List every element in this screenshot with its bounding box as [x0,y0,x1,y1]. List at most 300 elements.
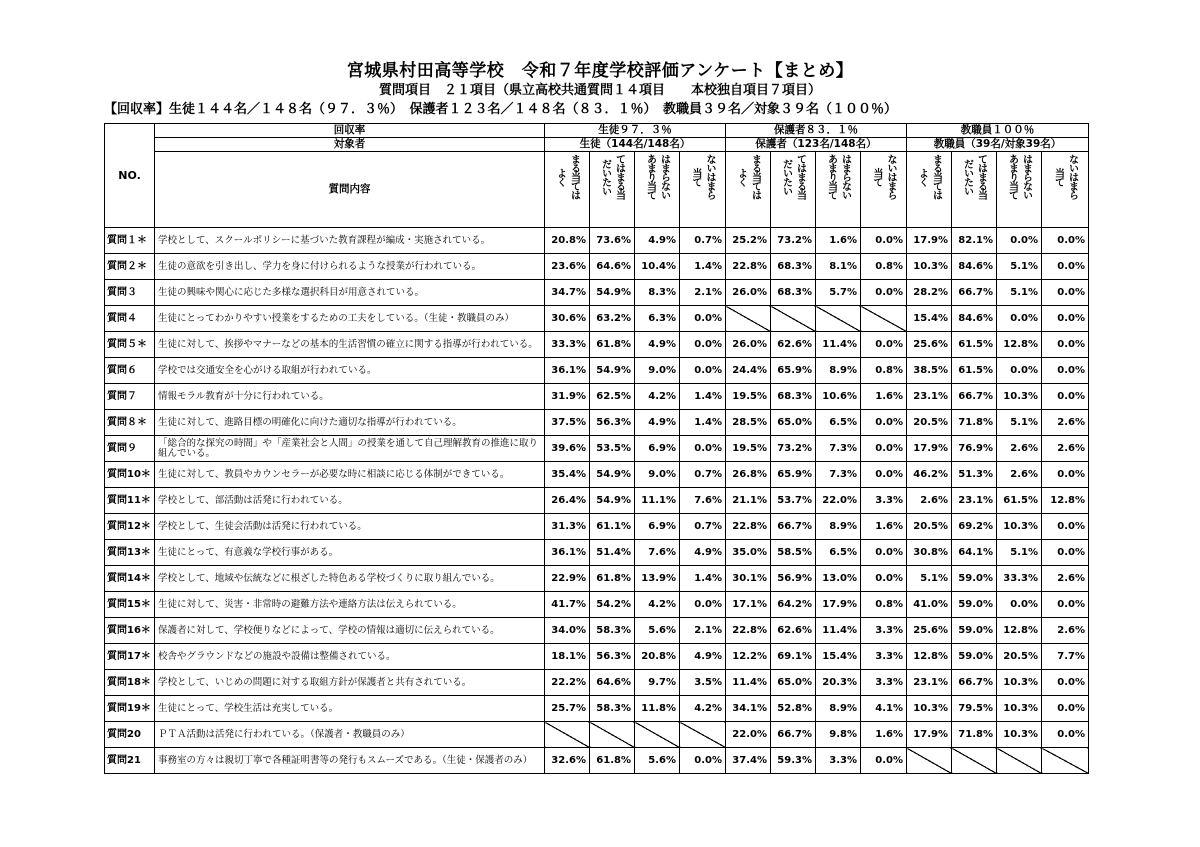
option-header [771,152,816,228]
percent-cell: 24.4% [726,358,771,384]
question-text: 学校として、部活動は活発に行われている。 [155,488,545,514]
percent-cell: 3.3% [861,670,907,696]
percent-cell: 26.4% [545,488,590,514]
percent-cell: 2.6% [907,488,952,514]
percent-cell: 64.1% [952,540,997,566]
percent-cell: 66.7% [771,514,816,540]
option-label-column: 当て [1052,167,1064,186]
percent-cell: 2.6% [997,462,1042,488]
question-number: 質問３ [105,280,155,306]
percent-cell: 35.4% [545,462,590,488]
percent-cell: 0.8% [861,592,907,618]
percent-cell: 6.9% [635,514,680,540]
percent-cell: 22.8% [726,254,771,280]
percent-cell: 0.0% [861,462,907,488]
percent-cell: 0.0% [1042,254,1089,280]
percent-cell: 20.5% [907,514,952,540]
percent-cell: 62.6% [771,332,816,358]
percent-cell: 9.7% [635,670,680,696]
not-applicable-cell [816,306,861,332]
table-row [105,436,1089,462]
table-row [105,514,1089,540]
option-label-column: だいたい [961,158,973,195]
percent-cell: 12.8% [997,332,1042,358]
question-number: 質問１＊ [105,228,155,254]
percent-cell: 11.1% [635,488,680,514]
question-number: 質問９ [105,436,155,462]
option-label-column: ないはまら [885,154,896,199]
percent-cell: 54.9% [590,280,635,306]
not-applicable-cell [680,722,726,748]
question-number: 質問17＊ [105,644,155,670]
percent-cell: 5.1% [997,280,1042,306]
percent-cell: 10.3% [907,254,952,280]
percent-cell: 4.2% [635,592,680,618]
table-row [105,332,1089,358]
question-text: 生徒に対して、進路目標の明確化に向けた適切な指導が行われている。 [155,410,545,436]
percent-cell: 25.2% [726,228,771,254]
percent-cell: 6.9% [635,436,680,462]
header-titles [0,60,1200,100]
percent-cell: 38.5% [907,358,952,384]
percent-cell: 66.7% [952,280,997,306]
percent-cell: 59.0% [952,566,997,592]
percent-cell: 0.8% [861,254,907,280]
group-target-parents: 保護者（123名/148名） [726,138,907,152]
not-applicable-cell [635,722,680,748]
percent-cell: 11.4% [816,332,861,358]
percent-cell: 69.1% [771,644,816,670]
percent-cell: 20.8% [635,644,680,670]
percent-cell: 31.3% [545,514,590,540]
question-number: 質問20 [105,722,155,748]
table-row [105,358,1089,384]
percent-cell: 34.7% [545,280,590,306]
option-label-column: はまらない [839,154,851,199]
option-label-column: 当て [871,167,882,186]
question-number: 質問21 [105,748,155,774]
percent-cell: 54.9% [590,358,635,384]
percent-cell: 0.0% [1042,696,1089,722]
percent-cell: 0.8% [861,358,907,384]
table-row [105,670,1089,696]
percent-cell: 65.0% [771,670,816,696]
percent-cell: 22.8% [726,514,771,540]
percent-cell: 61.8% [590,566,635,592]
percent-cell: 37.4% [726,748,771,774]
table-row [105,410,1089,436]
percent-cell: 17.9% [816,592,861,618]
option-label-column: まる当ては [749,154,761,199]
percent-cell: 1.6% [816,228,861,254]
not-applicable-cell [726,306,771,332]
option-header [726,152,771,228]
question-text: 学校として、地域や伝統などに根ざした特色ある学校づくりに取り組んでいる。 [155,566,545,592]
response-rate-summary: 【回収率】生徒１４４名／１４８名（９７．３％） 保護者１２３名／１４８名（８３．１％） 教職員３９名／対象３９名（１００％） [104,102,898,117]
table-row [105,566,1089,592]
percent-cell: 8.9% [816,358,861,384]
group-target-students: 生徒（144名/148名） [545,138,726,152]
percent-cell: 65.0% [771,410,816,436]
question-text: 学校として、スクールポリシーに基づいた教育課程が編成・実施されている。 [155,228,545,254]
percent-cell: 0.0% [861,748,907,774]
group-rate-staff: 教職員１００％ [907,124,1089,138]
percent-cell: 64.2% [771,592,816,618]
option-label-column: だいたい [599,158,611,195]
group-target-staff: 教職員（39名/対象39名） [907,138,1089,152]
option-label-column: てはまる当 [794,154,806,199]
question-number: 質問４ [105,306,155,332]
percent-cell: 17.1% [726,592,771,618]
percent-cell: 4.9% [635,410,680,436]
not-applicable-cell [997,748,1042,774]
percent-cell: 4.1% [861,696,907,722]
question-text: ＰＴＡ活動は活発に行われている。（保護者・教職員のみ） [155,722,545,748]
percent-cell: 0.0% [1042,722,1089,748]
percent-cell: 6.5% [816,410,861,436]
percent-cell: 1.6% [861,722,907,748]
question-number: 質問５＊ [105,332,155,358]
page-title: 宮城県村田高等学校 令和７年度学校評価アンケート【まとめ】 [346,61,854,81]
percent-cell: 4.9% [680,644,726,670]
percent-cell: 0.7% [680,228,726,254]
percent-cell: 54.9% [590,462,635,488]
percent-cell: 2.1% [680,280,726,306]
percent-cell: 7.7% [1042,644,1089,670]
percent-cell: 30.1% [726,566,771,592]
percent-cell: 23.1% [907,384,952,410]
percent-cell: 61.1% [590,514,635,540]
no-header: NO. [105,124,155,228]
percent-cell: 30.8% [907,540,952,566]
percent-cell: 20.5% [907,410,952,436]
percent-cell: 0.0% [1042,384,1089,410]
percent-cell: 3.3% [861,618,907,644]
option-label-column: よく [916,167,928,186]
percent-cell: 5.6% [635,618,680,644]
percent-cell: 52.8% [771,696,816,722]
percent-cell: 8.1% [816,254,861,280]
percent-cell: 4.9% [635,228,680,254]
percent-cell: 12.8% [997,618,1042,644]
percent-cell: 25.7% [545,696,590,722]
question-text: 生徒の意欲を引き出し、学力を身に付けられるような授業が行われている。 [155,254,545,280]
question-number: 質問18＊ [105,670,155,696]
percent-cell: 25.6% [907,618,952,644]
percent-cell: 20.5% [997,644,1042,670]
group-rate-students: 生徒９７．３％ [545,124,726,138]
not-applicable-cell [952,748,997,774]
percent-cell: 19.5% [726,384,771,410]
percent-cell: 2.6% [1042,436,1089,462]
percent-cell: 10.3% [997,384,1042,410]
not-applicable-cell [907,748,952,774]
percent-cell: 10.3% [997,514,1042,540]
percent-cell: 73.2% [771,228,816,254]
percent-cell: 62.6% [771,618,816,644]
percent-cell: 23.1% [952,488,997,514]
percent-cell: 0.0% [1042,514,1089,540]
percent-cell: 84.6% [952,306,997,332]
table-row [105,488,1089,514]
percent-cell: 58.3% [590,618,635,644]
table-row [105,280,1089,306]
percent-cell: 7.6% [635,540,680,566]
table-row [105,306,1089,332]
option-label-column: はまらない [658,154,670,199]
table-row [105,384,1089,410]
question-text: 生徒にとってわかりやすい授業をするための工夫をしている。（生徒・教職員のみ） [155,306,545,332]
table-row [105,618,1089,644]
question-text: 生徒に対して、教員やカウンセラーが必要な時に相談に応じる体制ができている。 [155,462,545,488]
option-label-column: 当て [690,167,701,186]
percent-cell: 73.2% [771,436,816,462]
percent-cell: 62.5% [590,384,635,410]
not-applicable-cell [545,722,590,748]
percent-cell: 0.0% [861,280,907,306]
question-number: 質問11＊ [105,488,155,514]
percent-cell: 59.3% [771,748,816,774]
percent-cell: 1.4% [680,254,726,280]
question-number: 質問６ [105,358,155,384]
percent-cell: 2.6% [1042,618,1089,644]
percent-cell: 26.0% [726,332,771,358]
question-text: 学校では交通安全を心がける取組が行われている。 [155,358,545,384]
question-number: 質問７ [105,384,155,410]
question-number: 質問13＊ [105,540,155,566]
percent-cell: 26.0% [726,280,771,306]
percent-cell: 0.0% [1042,462,1089,488]
percent-cell: 68.3% [771,280,816,306]
percent-cell: 68.3% [771,254,816,280]
option-label-column: だいたい [780,158,792,195]
not-applicable-cell [590,722,635,748]
percent-cell: 22.8% [726,618,771,644]
question-number: 質問14＊ [105,566,155,592]
percent-cell: 73.6% [590,228,635,254]
percent-cell: 0.0% [861,228,907,254]
percent-cell: 6.3% [635,306,680,332]
percent-cell: 5.1% [907,566,952,592]
percent-cell: 10.3% [907,696,952,722]
table-row [105,228,1089,254]
percent-cell: 61.8% [590,748,635,774]
percent-cell: 3.3% [861,488,907,514]
percent-cell: 56.3% [590,644,635,670]
option-label-column: あまり当て [644,154,656,199]
percent-cell: 65.9% [771,462,816,488]
percent-cell: 7.3% [816,462,861,488]
percent-cell: 5.1% [997,254,1042,280]
table-row [105,462,1089,488]
percent-cell: 23.1% [907,670,952,696]
percent-cell: 21.1% [726,488,771,514]
percent-cell: 66.7% [952,384,997,410]
table-row [105,254,1089,280]
percent-cell: 2.6% [1042,410,1089,436]
percent-cell: 0.0% [997,592,1042,618]
percent-cell: 0.0% [861,540,907,566]
percent-cell: 10.4% [635,254,680,280]
percent-cell: 23.6% [545,254,590,280]
option-header [952,152,997,228]
percent-cell: 0.0% [1042,358,1089,384]
percent-cell: 0.0% [1042,280,1089,306]
percent-cell: 3.5% [680,670,726,696]
percent-cell: 22.9% [545,566,590,592]
percent-cell: 1.4% [680,384,726,410]
percent-cell: 10.3% [997,696,1042,722]
percent-cell: 58.5% [771,540,816,566]
percent-cell: 53.5% [590,436,635,462]
percent-cell: 54.2% [590,592,635,618]
percent-cell: 53.7% [771,488,816,514]
percent-cell: 8.9% [816,514,861,540]
percent-cell: 59.0% [952,644,997,670]
target-header: 対象者 [155,138,545,152]
option-header [816,152,861,228]
percent-cell: 46.2% [907,462,952,488]
percent-cell: 64.6% [590,670,635,696]
percent-cell: 22.0% [816,488,861,514]
percent-cell: 31.9% [545,384,590,410]
percent-cell: 0.0% [997,358,1042,384]
percent-cell: 0.0% [680,436,726,462]
option-header [997,152,1042,228]
percent-cell: 66.7% [952,670,997,696]
percent-cell: 5.1% [997,410,1042,436]
percent-cell: 64.6% [590,254,635,280]
page-subtitle: 質問項目 ２１項目（県立高校共通質問１４項目 本校独自項目７項目） [378,83,821,98]
percent-cell: 56.3% [590,410,635,436]
percent-cell: 7.6% [680,488,726,514]
percent-cell: 0.0% [1042,540,1089,566]
percent-cell: 10.3% [997,670,1042,696]
percent-cell: 34.0% [545,618,590,644]
percent-cell: 0.0% [861,410,907,436]
percent-cell: 71.8% [952,722,997,748]
question-text: 生徒にとって、有意義な学校行事がある。 [155,540,545,566]
percent-cell: 61.8% [590,332,635,358]
percent-cell: 61.5% [997,488,1042,514]
percent-cell: 17.9% [907,436,952,462]
percent-cell: 0.0% [1042,592,1089,618]
question-text: 生徒にとって、学校生活は充実している。 [155,696,545,722]
percent-cell: 79.5% [952,696,997,722]
option-label-column: まる当ては [568,154,580,199]
percent-cell: 36.1% [545,540,590,566]
option-label-column: よく [735,167,747,186]
percent-cell: 0.7% [680,514,726,540]
percent-cell: 33.3% [545,332,590,358]
percent-cell: 33.3% [997,566,1042,592]
percent-cell: 61.5% [952,332,997,358]
percent-cell: 18.1% [545,644,590,670]
percent-cell: 8.9% [816,696,861,722]
percent-cell: 37.5% [545,410,590,436]
question-header: 質問内容 [155,152,545,228]
percent-cell: 76.9% [952,436,997,462]
percent-cell: 34.1% [726,696,771,722]
option-label-column: まる当ては [930,154,942,199]
percent-cell: 13.9% [635,566,680,592]
question-text: 情報モラル教育が十分に行われている。 [155,384,545,410]
percent-cell: 9.0% [635,358,680,384]
response-rate-header: 回収率 [155,124,545,138]
percent-cell: 66.7% [771,722,816,748]
question-text: 生徒に対して、災害・非常時の避難方法や連絡方法は伝えられている。 [155,592,545,618]
option-label-column: あまり当て [1006,154,1018,199]
percent-cell: 11.8% [635,696,680,722]
percent-cell: 11.4% [726,670,771,696]
question-text: 「総合的な探究の時間」や「産業社会と人間」の授業を通して自己理解教育の推進に取り組んでいる。 [155,436,545,462]
table-row [105,592,1089,618]
percent-cell: 63.2% [590,306,635,332]
question-number: 質問10＊ [105,462,155,488]
option-label-column: ないはまら [1066,154,1078,199]
question-number: 質問19＊ [105,696,155,722]
table-row [105,722,1089,748]
percent-cell: 0.0% [997,228,1042,254]
option-label-column: はまらない [1020,154,1032,199]
percent-cell: 26.8% [726,462,771,488]
percent-cell: 35.0% [726,540,771,566]
percent-cell: 54.9% [590,488,635,514]
percent-cell: 3.3% [816,748,861,774]
percent-cell: 17.9% [907,228,952,254]
not-applicable-cell [1042,748,1089,774]
question-number: 質問15＊ [105,592,155,618]
question-number: 質問12＊ [105,514,155,540]
percent-cell: 41.7% [545,592,590,618]
percent-cell: 4.2% [635,384,680,410]
percent-cell: 0.0% [1042,228,1089,254]
percent-cell: 19.5% [726,436,771,462]
percent-cell: 41.0% [907,592,952,618]
percent-cell: 32.6% [545,748,590,774]
option-label-column: てはまる当 [975,154,987,199]
option-header [680,152,726,228]
percent-cell: 8.3% [635,280,680,306]
percent-cell: 11.4% [816,618,861,644]
percent-cell: 1.4% [680,410,726,436]
option-label-column: よく [554,167,566,186]
percent-cell: 9.0% [635,462,680,488]
percent-cell: 61.5% [952,358,997,384]
percent-cell: 0.7% [680,462,726,488]
percent-cell: 0.0% [680,748,726,774]
percent-cell: 51.3% [952,462,997,488]
question-text: 学校として、生徒会活動は活発に行われている。 [155,514,545,540]
percent-cell: 0.0% [680,592,726,618]
percent-cell: 28.2% [907,280,952,306]
question-number: 質問16＊ [105,618,155,644]
percent-cell: 0.0% [680,358,726,384]
percent-cell: 1.6% [861,514,907,540]
percent-cell: 0.0% [861,566,907,592]
percent-cell: 51.4% [590,540,635,566]
percent-cell: 6.5% [816,540,861,566]
percent-cell: 4.9% [680,540,726,566]
question-number: 質問２＊ [105,254,155,280]
percent-cell: 12.2% [726,644,771,670]
option-header [861,152,907,228]
percent-cell: 0.0% [1042,670,1089,696]
percent-cell: 0.0% [861,436,907,462]
percent-cell: 13.0% [816,566,861,592]
percent-cell: 58.3% [590,696,635,722]
table-row [105,748,1089,774]
